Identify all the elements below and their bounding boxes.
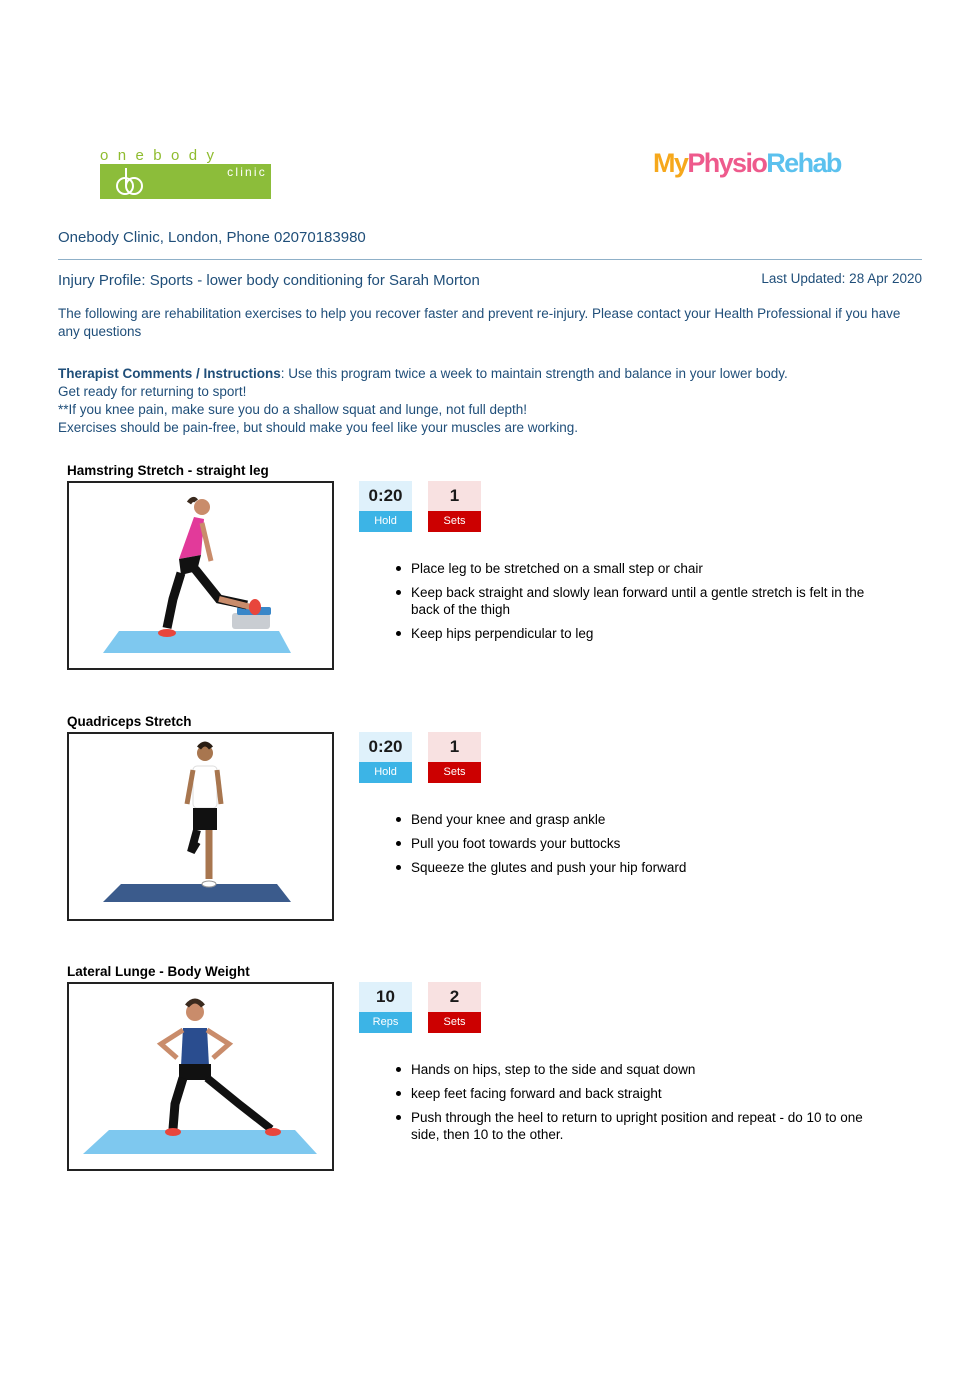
- onebody-clinic-logo: [100, 148, 271, 199]
- hold-label: Hold: [359, 762, 412, 783]
- list-item: Keep back straight and slowly lean forward until a gentle stretch is felt in the back of the thigh: [393, 584, 883, 618]
- exercise-title: Quadriceps Stretch: [67, 714, 192, 729]
- reps-value: 10: [359, 982, 412, 1012]
- therapist-comments: [58, 365, 924, 437]
- sets-label: Sets: [428, 762, 481, 783]
- comments-line-3: **If you knee pain, make sure you do a shallow squat and lunge, not full depth!: [58, 402, 528, 417]
- exercise-card: [0, 964, 980, 1194]
- lateral-lunge-figure-icon: [69, 984, 332, 1169]
- reps-stat: [359, 982, 412, 1033]
- sets-stat: [428, 732, 481, 783]
- hamstring-stretch-figure-icon: [69, 483, 332, 668]
- list-item: Place leg to be stretched on a small step or chair: [393, 560, 883, 577]
- list-item: Pull you foot towards your buttocks: [393, 835, 883, 852]
- sets-value: 1: [428, 481, 481, 511]
- exercise-card: [0, 714, 980, 944]
- hold-stat: [359, 732, 412, 783]
- hold-stat: [359, 481, 412, 532]
- list-item: Hands on hips, step to the side and squat down: [393, 1061, 883, 1078]
- sets-stat: [428, 481, 481, 532]
- onebody-logo-subtext: clinic: [227, 165, 267, 179]
- clinic-contact-line: Onebody Clinic, London, Phone 02070183980: [58, 229, 366, 246]
- reps-label: Reps: [359, 1012, 412, 1033]
- profile-title: Injury Profile: Sports - lower body conditioning for Sarah Morton: [58, 272, 480, 289]
- exercise-steps: [393, 1061, 883, 1150]
- hold-label: Hold: [359, 511, 412, 532]
- sets-value: 2: [428, 982, 481, 1012]
- exercise-card: [0, 463, 980, 693]
- logo-part-rehab: Rehab: [766, 148, 841, 178]
- exercise-image: [67, 481, 334, 670]
- comments-line-1: [58, 365, 924, 383]
- list-item: Bend your knee and grasp ankle: [393, 811, 883, 828]
- onebody-logo-text: onebody: [100, 147, 224, 164]
- sets-label: Sets: [428, 511, 481, 532]
- exercise-steps: [393, 560, 883, 649]
- comments-line-4: Exercises should be pain-free, but should make you feel like your muscles are working.: [58, 420, 579, 435]
- comments-label: Therapist Comments / Instructions: [58, 366, 281, 381]
- comments-text-1: : Use this program twice a week to maintain strength and balance in your lower body.: [280, 366, 788, 381]
- onebody-logo-box: [100, 164, 271, 199]
- exercise-title: Hamstring Stretch - straight leg: [67, 463, 269, 478]
- exercise-steps: [393, 811, 883, 883]
- comments-line-2: Get ready for returning to sport!: [58, 384, 247, 399]
- exercise-title: Lateral Lunge - Body Weight: [67, 964, 250, 979]
- hold-value: 0:20: [359, 481, 412, 511]
- onebody-logo-mark-icon: [110, 164, 150, 199]
- intro-paragraph: The following are rehabilitation exercises to help you recover faster and prevent re-injury. Please contact your Health Professional if you have any questions: [58, 306, 901, 339]
- sets-label: Sets: [428, 1012, 481, 1033]
- sets-stat: [428, 982, 481, 1033]
- header-divider: [58, 259, 922, 260]
- quadriceps-stretch-figure-icon: [69, 734, 332, 919]
- list-item: Squeeze the glutes and push your hip forward: [393, 859, 883, 876]
- exercise-image: [67, 982, 334, 1171]
- logo-part-my: My: [653, 148, 688, 178]
- logo-part-physio: Physio: [687, 148, 767, 178]
- exercise-image: [67, 732, 334, 921]
- list-item: keep feet facing forward and back straight: [393, 1085, 883, 1102]
- hold-value: 0:20: [359, 732, 412, 762]
- sets-value: 1: [428, 732, 481, 762]
- list-item: Push through the heel to return to upright position and repeat - do 10 to one side, then 10 to the other.: [393, 1109, 883, 1143]
- last-updated: Last Updated: 28 Apr 2020: [761, 271, 922, 286]
- list-item: Keep hips perpendicular to leg: [393, 625, 883, 642]
- myphysiorehab-logo: [653, 145, 841, 181]
